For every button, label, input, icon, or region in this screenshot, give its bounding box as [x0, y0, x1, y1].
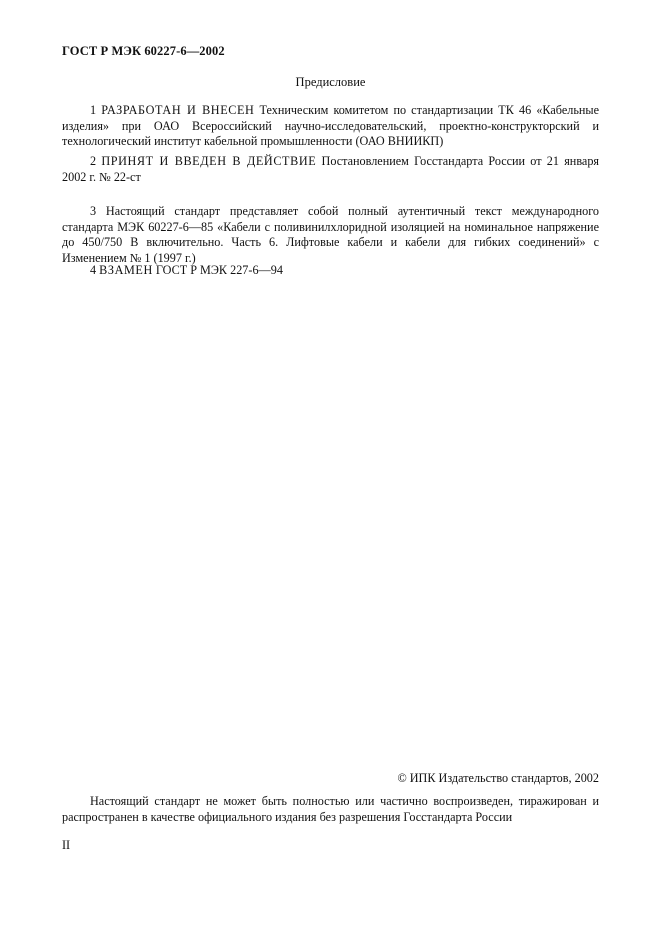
foreword-item-2: [62, 154, 599, 185]
item-text: ГОСТ Р МЭК 227-6—94: [155, 263, 283, 277]
item-lead: ПРИНЯТ И ВВЕДЕН В ДЕЙСТВИЕ: [101, 154, 317, 168]
item-number: 2: [90, 154, 97, 168]
item-number: 3: [90, 204, 97, 218]
document-header: ГОСТ Р МЭК 60227-6—2002: [62, 44, 225, 58]
foreword-item-1: [62, 103, 599, 150]
foreword-item-4: [62, 263, 599, 279]
copyright-line: © ИПК Издательство стандартов, 2002: [397, 771, 599, 785]
reproduction-notice: Настоящий стандарт не может быть полностью или частично воспроизведен, тиражирован и распространен в качестве официального издания без разрешения Госстандарта России: [62, 794, 599, 824]
section-title: Предисловие: [295, 75, 366, 89]
item-text: Постановлением Госстандарта России от 21 января 2002 г. № 22-ст: [62, 154, 600, 184]
item-lead: РАЗРАБОТАН И ВНЕСЕН: [101, 103, 255, 117]
item-text: Настоящий стандарт представляет собой полный аутентичный текст международного стандарта МЭК 60227-6—85 «Кабели с поливинилхлоридной изоляцией на номинальное напряжение до 450/750 В включительно. Часть 6. Лифтовые кабели и кабели для гибких соединений» с Изменением № 1 (1997 г.): [62, 204, 600, 265]
item-text: Техническим комитетом по стандартизации ТК 46 «Кабельные изделия» при ОАО Всероссийский научно-исследовательский, проектно-конструкторский и технологический институт кабельной промышленности (ОАО ВНИИКП): [62, 103, 599, 148]
item-number: 4: [90, 263, 97, 277]
page-number: II: [62, 838, 71, 852]
foreword-item-3: [62, 204, 599, 266]
item-lead: ВЗАМЕН: [99, 263, 153, 277]
item-number: 1: [90, 103, 97, 117]
